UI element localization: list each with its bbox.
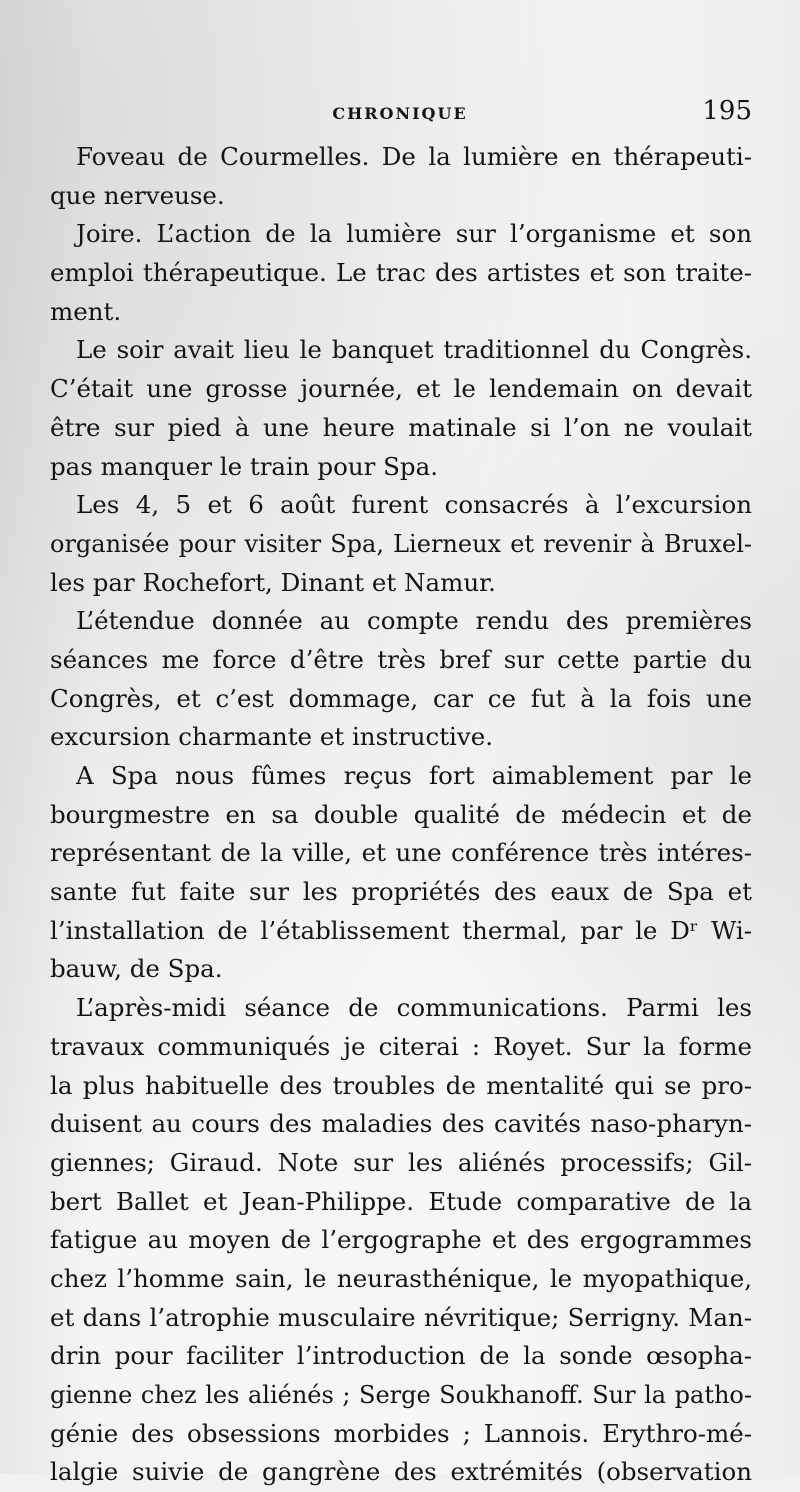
body-text <box>50 138 752 1492</box>
text-line: ment. <box>50 296 122 326</box>
text-line: bert Ballet et Jean-Philippe. Etude comparative de la <box>50 1186 752 1216</box>
text-line: sante fut faite sur les propriétés des eaux de Spa et <box>50 877 752 907</box>
text-line: la plus habituelle des troubles de mentalité qui se pro- <box>50 1070 752 1100</box>
text-line: drin pour faciliter l’introduction de la sonde œsopha- <box>50 1341 752 1371</box>
text-line: Foveau de Courmelles. De la lumière en thérapeuti- <box>76 142 752 171</box>
text-line: pas manquer le train pour Spa. <box>50 451 438 481</box>
text-line: séances me force d’être très bref sur cette partie du <box>50 644 752 674</box>
text-line: Les 4, 5 et 6 août furent consacrés à l’excursion <box>76 490 752 520</box>
text-line: Joire. L’action de la lumière sur l’organisme et son <box>76 219 752 249</box>
text-line: L’après-midi séance de communications. Parmi les <box>76 993 752 1023</box>
text-line: être sur pied à une heure matinale si l’on ne voulait <box>50 412 752 442</box>
text-line: emploi thérapeutique. Le trac des artistes et son traite- <box>50 258 752 288</box>
text-line: duisent au cours des maladies des cavités naso-pharyn- <box>50 1109 752 1139</box>
text-line: A Spa nous fûmes reçus fort aimablement par le <box>76 761 752 790</box>
text-line: L’étendue donnée au compte rendu des premières <box>76 606 752 636</box>
text-line: C’était une grosse journée, et le lendemain on devait <box>50 374 752 404</box>
text-line: bourgmestre en sa double qualité de médecin et de <box>50 799 752 829</box>
text-line: et dans l’atrophie musculaire névritique; Serrigny. Man- <box>50 1302 752 1332</box>
text-line: Le soir avait lieu le banquet traditionnel du Congrès. <box>76 335 752 365</box>
text-line: chez l’homme sain, le neurasthénique, le myopathique, <box>50 1263 752 1293</box>
text-line: giennes; Giraud. Note sur les aliénés processifs; Gil- <box>50 1147 752 1177</box>
text-line: excursion charmante et instructive. <box>50 722 494 752</box>
text-line: fatigue au moyen de l’ergographe et des ergogrammes <box>50 1225 752 1255</box>
text-line: gienne chez les aliénés ; Serge Soukhanoff. Sur la patho- <box>50 1381 752 1409</box>
text-line: travaux communiqués je citerai : Royet. Sur la forme <box>50 1031 752 1061</box>
text-line: les par Rochefort, Dinant et Namur. <box>50 567 496 597</box>
text-line: l’installation de l’établissement thermal, par le Dʳ Wi- <box>50 915 752 945</box>
page-header <box>0 92 800 132</box>
text-line: génie des obsessions morbides ; Lannois. Erythro-mé- <box>50 1418 752 1448</box>
text-line: Congrès, et c’est dommage, car ce fut à la fois une <box>50 683 752 713</box>
text-line: lalgie suivie de gangrène des extrémités (observation <box>50 1457 752 1487</box>
text-line: organisée pour visiter Spa, Lierneux et revenir à Bruxel- <box>50 529 752 558</box>
text-line: que nerveuse. <box>50 180 225 210</box>
page-number: 195 <box>702 96 752 126</box>
text-line: bauw, de Spa. <box>50 954 223 984</box>
running-title: CHRONIQUE <box>332 104 468 123</box>
text-line: représentant de la ville, et une conférence très intéres- <box>50 838 752 868</box>
